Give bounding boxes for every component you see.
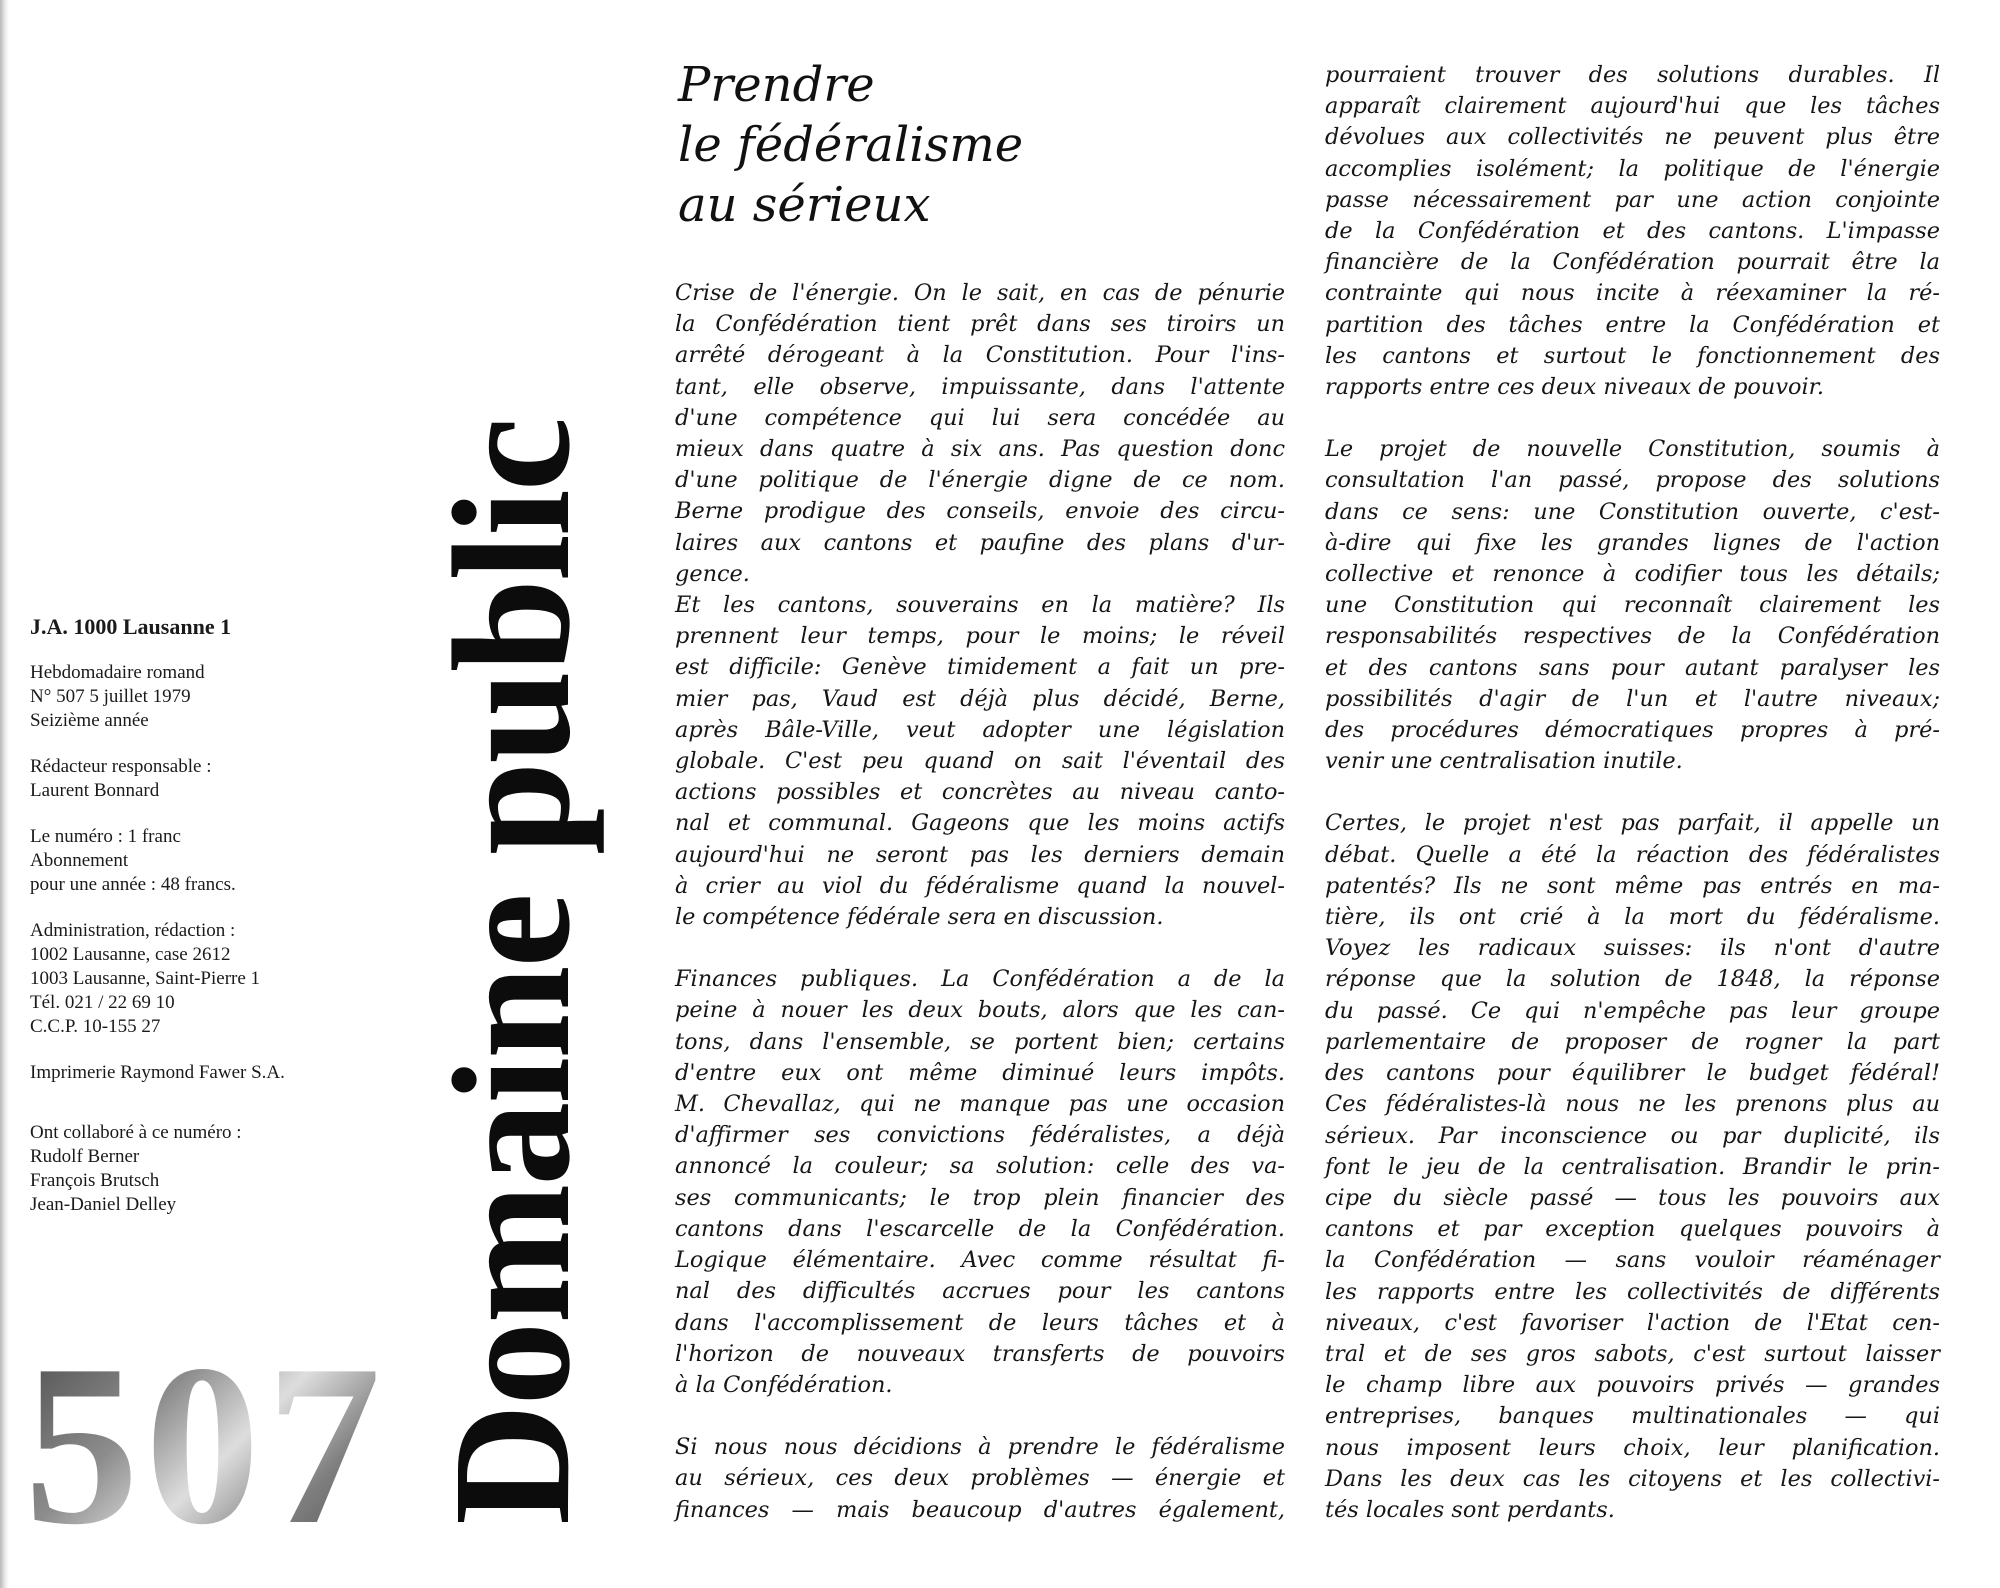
text-line: tière, ils ont crié à la mort du fédéralisme. — [1325, 904, 1940, 931]
text-line: niveaux, c'est favoriser l'action de l'Etat cen- — [1325, 1309, 1940, 1336]
administration-info — [30, 919, 410, 1039]
text-line: Le projet de nouvelle Constitution, soumis à — [1325, 436, 1940, 463]
text-line: est difficile: Genève timidement a fait un pre- — [675, 654, 1285, 681]
paragraph-debate — [1325, 808, 1940, 1526]
publication-title: Domaine public — [419, 418, 605, 1525]
administration-line: C.C.P. 10-155 27 — [30, 1016, 161, 1037]
text-line: Et les cantons, souverains en la matière? Ils — [675, 592, 1285, 619]
text-line: d'entre eux ont même diminué leurs impôts. — [675, 1059, 1285, 1086]
text-line: annoncé la couleur; sa solution: celle des va- — [675, 1153, 1285, 1180]
text-line: laires aux cantons et paufine des plans d'ur- — [675, 529, 1285, 556]
text-line: prennent leur temps, pour le moins; le réveil — [675, 623, 1285, 650]
text-line: entreprises, banques multinationales — qui — [1325, 1403, 1940, 1430]
paragraph-constitution — [1325, 434, 1940, 777]
text-line: Finances publiques. La Confédération a de la — [675, 966, 1285, 993]
text-line: venir une centralisation inutile. — [1325, 748, 1683, 775]
text-line: M. Chevallaz, qui ne manque pas une occasion — [675, 1091, 1285, 1118]
paragraph-cantons — [675, 590, 1285, 933]
text-line: globale. C'est peu quand on sait l'éventail des — [675, 748, 1285, 775]
administration-line: 1002 Lausanne, case 2612 — [30, 944, 231, 965]
text-line: à-dire qui fixe les grandes lignes de l'action — [1325, 529, 1940, 556]
page-edge — [0, 0, 9, 1588]
headline-line: Prendre — [678, 57, 875, 113]
text-line: parlementaire de proposer de rogner la part — [1325, 1028, 1940, 1055]
contributors-line: Jean-Daniel Delley — [30, 1194, 177, 1215]
text-line: accomplies isolément; la politique de l'énergie — [1325, 155, 1940, 182]
text-line: dans l'accomplissement de leurs tâches et à — [675, 1309, 1285, 1336]
paragraph-serious — [675, 1432, 1285, 1526]
text-line: aujourd'hui ne seront pas les derniers demain — [675, 841, 1285, 868]
publication-line: Seizième année — [30, 710, 149, 731]
text-line: Voyez les radicaux suisses: ils n'ont d'autre — [1325, 935, 1940, 962]
publication-line: Hebdomadaire romand — [30, 662, 205, 683]
text-line: cipe du siècle passé — tous les pouvoirs aux — [1325, 1184, 1940, 1211]
contributors-info — [30, 1121, 410, 1217]
editor-line: Rédacteur responsable : — [30, 756, 212, 777]
text-line: nal des difficultés accrues pour les cantons — [675, 1278, 1285, 1305]
text-line: Crise de l'énergie. On le sait, en cas de pénurie — [675, 280, 1285, 306]
paragraph-solutions — [1325, 60, 1940, 403]
text-line: consultation l'an passé, propose des solutions — [1325, 467, 1940, 494]
text-line: cantons et par exception quelques pouvoirs à — [1325, 1216, 1940, 1243]
text-line: collective et renonce à codifier tous les détails; — [1325, 561, 1940, 588]
text-line: financière de la Confédération pourrait être la — [1325, 249, 1940, 276]
editor-info — [30, 755, 410, 803]
text-line: dans ce sens: une Constitution ouverte, c'est- — [1325, 498, 1940, 525]
text-line: réponse que la solution de 1848, la réponse — [1325, 966, 1940, 993]
text-line: apparaît clairement aujourd'hui que les tâches — [1325, 93, 1940, 120]
text-line: peine à nouer les deux bouts, alors que les can- — [675, 997, 1285, 1024]
administration-line: 1003 Lausanne, Saint-Pierre 1 — [30, 968, 261, 989]
text-line: Certes, le projet n'est pas parfait, il appelle un — [1325, 810, 1940, 837]
text-line: des cantons pour équilibrer le budget fédéral! — [1325, 1060, 1940, 1087]
text-line: Berne prodigue des conseils, envoie des circu- — [675, 498, 1285, 525]
text-line: d'affirmer ses convictions fédéralistes, a déjà — [675, 1122, 1285, 1149]
text-line: et des cantons sans pour autant paralyser les — [1325, 654, 1940, 681]
text-line: à la Confédération. — [675, 1371, 893, 1398]
administration-line: Tél. 021 / 22 69 10 — [30, 992, 175, 1013]
text-line: après Bâle-Ville, veut adopter une législation — [675, 716, 1285, 743]
text-line: responsabilités respectives de la Confédération — [1325, 623, 1940, 650]
text-line: nous imposent leurs choix, leur planification. — [1325, 1434, 1940, 1461]
headline-line: au sérieux — [678, 177, 931, 233]
text-line: les cantons et surtout le fonctionnement des — [1325, 342, 1940, 369]
text-line: l'horizon de nouveaux transferts de pouvoirs — [675, 1340, 1285, 1367]
text-line: d'une politique de l'énergie digne de ce nom. — [675, 467, 1285, 494]
text-line: la Confédération tient prêt dans ses tiroirs un — [675, 311, 1285, 338]
text-line: mieux dans quatre à six ans. Pas question donc — [675, 436, 1285, 463]
publication-info — [30, 661, 410, 733]
publication-line: N° 507 5 juillet 1979 — [30, 686, 191, 707]
text-line: le champ libre aux pouvoirs privés — grandes — [1325, 1372, 1940, 1399]
text-line: partition des tâches entre la Confédération et — [1325, 311, 1940, 338]
pricing-line: Abonnement — [30, 850, 129, 871]
text-line: au sérieux, ces deux problèmes — énergie et — [675, 1465, 1285, 1492]
issue-number: 507 — [24, 1317, 387, 1572]
printer-line: Imprimerie Raymond Fawer S.A. — [30, 1062, 285, 1083]
text-line: le compétence fédérale sera en discussion. — [675, 904, 1164, 931]
pricing-line: pour une année : 48 francs. — [30, 874, 236, 895]
text-line: la Confédération — sans vouloir réaménager — [1325, 1247, 1940, 1274]
text-line: font le jeu de la centralisation. Brandir le prin- — [1325, 1153, 1940, 1180]
text-line: pourraient trouver des solutions durables. Il — [1325, 62, 1940, 88]
text-line: sérieux. Par inconscience ou par duplicité, ils — [1325, 1122, 1940, 1149]
paragraph-energy — [675, 278, 1285, 590]
pricing-line: Le numéro : 1 franc — [30, 826, 181, 847]
postal-mark: J.A. 1000 Lausanne 1 — [30, 614, 232, 639]
text-line: nal et communal. Gageons que les moins actifs — [675, 810, 1285, 837]
text-line: de la Confédération et des cantons. L'impasse — [1325, 218, 1940, 245]
text-line: mier pas, Vaud est déjà plus décidé, Berne, — [675, 685, 1285, 712]
text-line: arrêté dérogeant à la Constitution. Pour l'ins- — [675, 342, 1285, 369]
masthead — [30, 615, 410, 1239]
text-line: des procédures démocratiques propres à pré- — [1325, 717, 1940, 744]
administration-line: Administration, rédaction : — [30, 920, 236, 941]
paragraph-finances — [675, 964, 1285, 1401]
text-line: une Constitution qui reconnaît clairement les — [1325, 592, 1940, 619]
text-line: tés locales sont perdants. — [1325, 1496, 1615, 1523]
text-line: tral et de ses gros sabots, c'est surtout laisser — [1325, 1340, 1940, 1367]
text-line: d'une compétence qui lui sera concédée au — [675, 404, 1285, 431]
text-line: ses communicants; le trop plein financier des — [675, 1184, 1285, 1211]
article-column-1 — [675, 278, 1285, 1526]
text-line: actions possibles et concrètes au niveau canto- — [675, 779, 1285, 806]
pricing-info — [30, 825, 410, 897]
text-line: dévolues aux collectivités ne peuvent plus être — [1325, 124, 1940, 151]
text-line: débat. Quelle a été la réaction des fédéralistes — [1325, 841, 1940, 868]
contributors-line: Rudolf Berner — [30, 1146, 140, 1167]
editor-line: Laurent Bonnard — [30, 780, 160, 801]
text-line: contrainte qui nous incite à réexaminer la ré- — [1325, 280, 1940, 307]
printer-info — [30, 1061, 410, 1085]
text-line: gence. — [675, 560, 750, 587]
text-line: Dans les deux cas les citoyens et les collectivi- — [1325, 1465, 1940, 1492]
text-line: Si nous nous décidions à prendre le fédéralisme — [675, 1434, 1285, 1461]
article-column-2 — [1325, 60, 1940, 1526]
text-line: du passé. Ce qui n'empêche pas leur groupe — [1325, 997, 1940, 1024]
text-line: cantons dans l'escarcelle de la Confédération. — [675, 1215, 1285, 1242]
text-line: possibilités d'agir de l'un et l'autre niveaux; — [1325, 685, 1940, 712]
contributors-line: François Brutsch — [30, 1170, 160, 1191]
text-line: passe nécessairement par une action conjointe — [1325, 186, 1940, 213]
text-line: tons, dans l'ensemble, se portent bien; certains — [675, 1028, 1285, 1055]
article-headline — [678, 55, 1238, 235]
text-line: Ces fédéralistes-là nous ne les prenons plus au — [1325, 1091, 1940, 1118]
contributors-line: Ont collaboré à ce numéro : — [30, 1122, 242, 1143]
text-line: finances — mais beaucoup d'autres également, — [675, 1496, 1285, 1523]
text-line: tant, elle observe, impuissante, dans l'attente — [675, 373, 1285, 400]
text-line: patentés? Ils ne sont même pas entrés en ma- — [1325, 872, 1940, 899]
headline-line: le fédéralisme — [678, 117, 1024, 173]
text-line: Logique élémentaire. Avec comme résultat fi- — [675, 1247, 1285, 1274]
text-line: rapports entre ces deux niveaux de pouvoir. — [1325, 374, 1824, 401]
text-line: les rapports entre les collectivités de différents — [1325, 1278, 1940, 1305]
text-line: à crier au viol du fédéralisme quand la nouvel- — [675, 872, 1285, 899]
